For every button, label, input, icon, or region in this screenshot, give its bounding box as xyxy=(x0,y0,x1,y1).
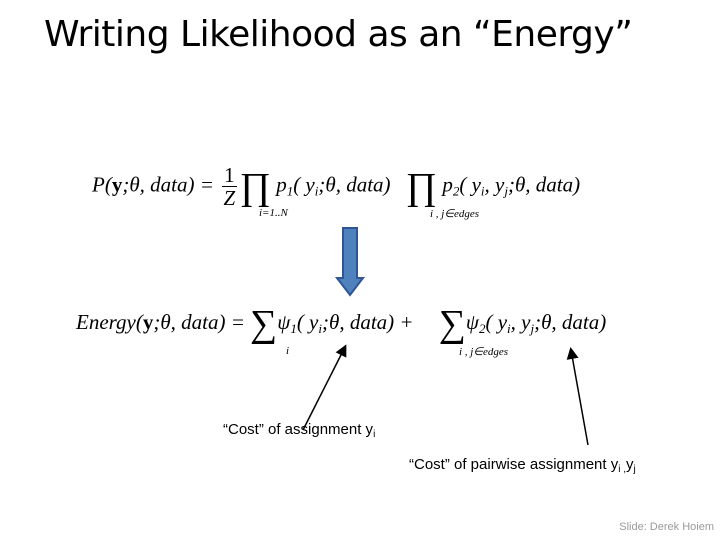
energy-equation: Energy(y;θ, data) = $\sum\psi_1$( $y_i;\theta$, data) + $\sum\psi_2$( $y_i$, $y_j;\theta$, data) xyxy=(76,303,607,345)
down-arrow-icon xyxy=(337,228,363,295)
sum-symbol: ∑ xyxy=(438,303,466,345)
probability-equation: P(y;θ, data) = $\frac{1}{Z}$ ∏ $p_1$( $y_i;\theta$, data) ∏ $p_2$( $y_i$, $y_j;\theta$, data) xyxy=(92,163,581,211)
sum-limit-edges: i , j∈edges xyxy=(459,346,508,358)
product-limit-i: i=1..N xyxy=(259,207,288,219)
product-limit-edges: i , j∈edges xyxy=(430,208,479,220)
normalizer-fraction: $\frac{1}{Z}$ xyxy=(223,163,236,211)
pointer-line-pairwise xyxy=(571,350,588,445)
slide-credit: Slide: Derek Hoiem xyxy=(619,521,714,533)
slide-title: Writing Likelihood as an “Energy” xyxy=(44,14,633,55)
sum-symbol: ∑ xyxy=(250,303,278,345)
product-symbol: ∏ xyxy=(239,165,271,208)
pointer-line-unary xyxy=(303,347,345,430)
pairwise-cost-caption: “Cost” of pairwise assignment $y_i$ $_,y_j$ xyxy=(409,456,636,475)
unary-cost-caption: “Cost” of assignment $y_i$ xyxy=(223,421,376,440)
sum-limit-i: i xyxy=(286,345,290,357)
product-symbol: ∏ xyxy=(405,165,438,208)
